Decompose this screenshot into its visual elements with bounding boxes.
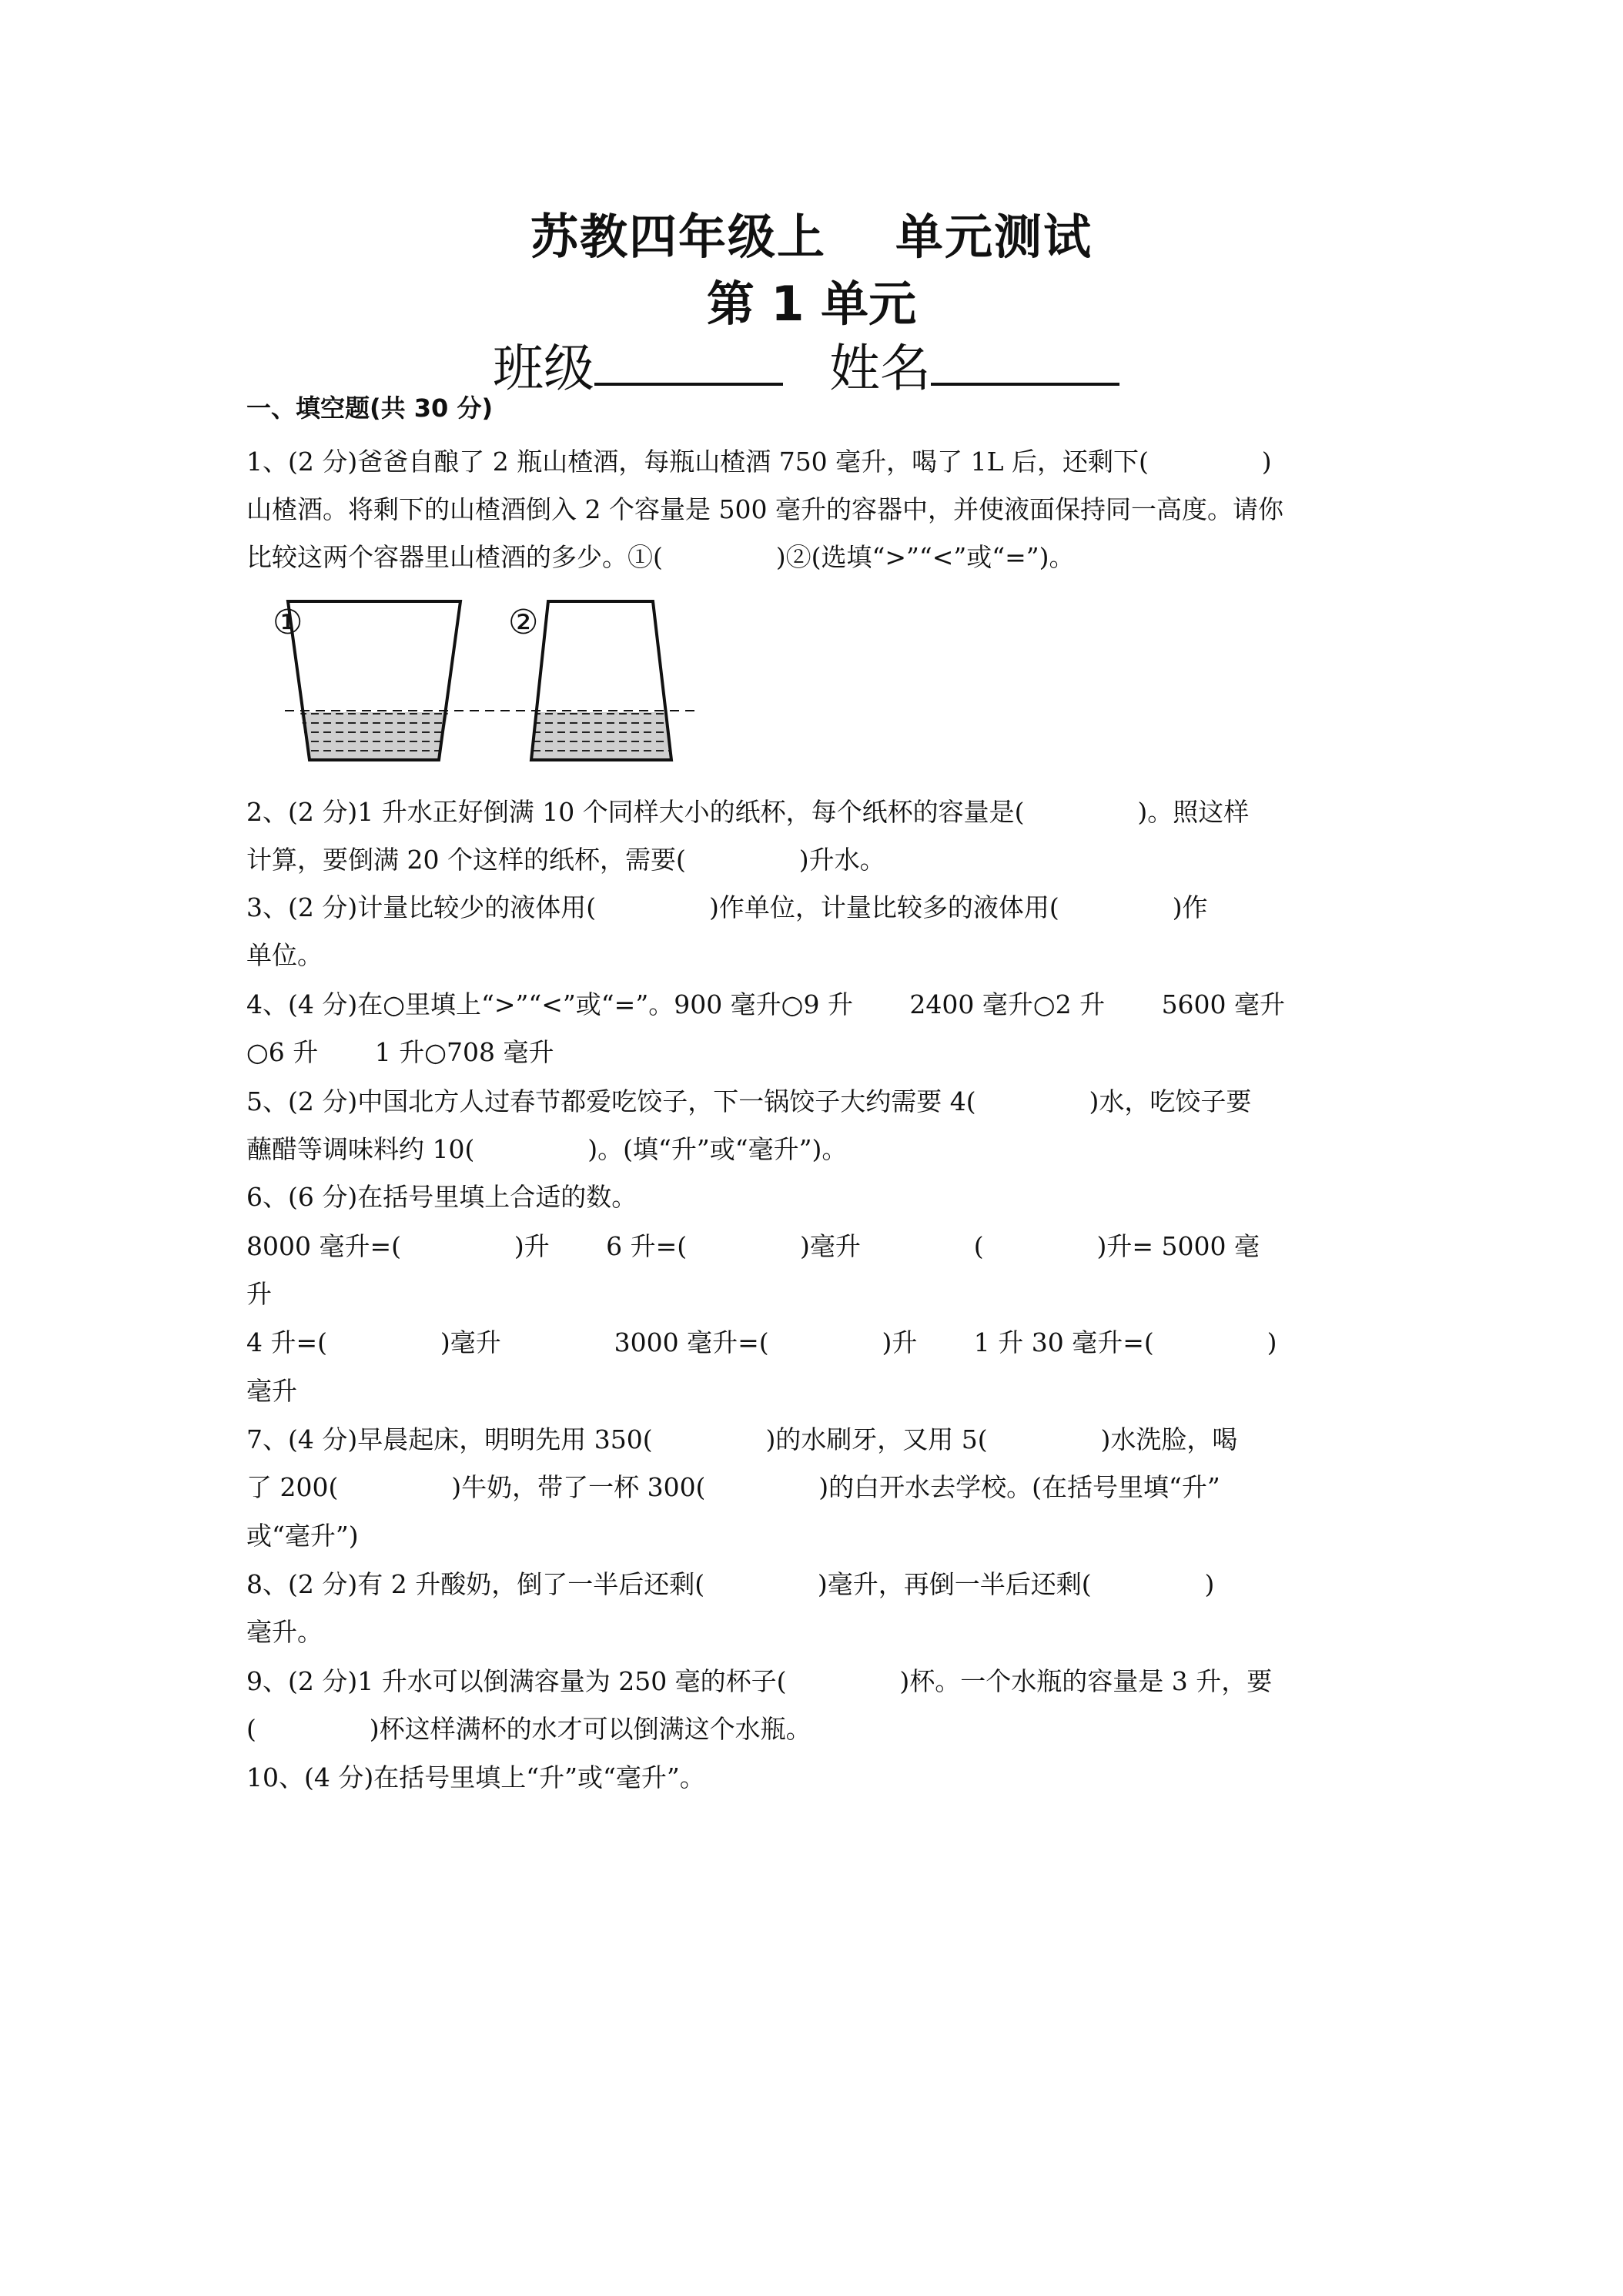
name-label: 姓名 [829, 339, 931, 398]
question-line: 山楂酒。将剩下的山楂酒倒入 2 个容量是 500 毫升的容器中，并使液面保持同一高度。请你 [246, 494, 1283, 524]
question-line: 4 升=( )毫升 3000 毫升=( )升 1 升 30 毫升=( ) [246, 1327, 1277, 1357]
question-line: 10、(4 分)在括号里填上“升”或“毫升”。 [246, 1762, 705, 1792]
question-line: 毫升 [246, 1376, 297, 1406]
question-line: 计算，要倒满 20 个这样的纸杯，需要( )升水。 [246, 845, 885, 875]
class-label: 班级 [493, 339, 594, 398]
question-line: 升 [246, 1279, 272, 1309]
figure-label-1: ① [273, 603, 303, 642]
question-line: 8000 毫升=( )升 6 升=( )毫升 ( )升= 5000 毫 [246, 1231, 1260, 1261]
question-line: 8、(2 分)有 2 升酸奶，倒了一半后还剩( )毫升，再倒一半后还剩( ) [246, 1569, 1215, 1599]
question-line: 了 200( )牛奶，带了一杯 300( )的白开水去学校。(在括号里填“升” [246, 1472, 1220, 1502]
question-line: 毫升。 [246, 1617, 323, 1647]
container-1 [288, 601, 460, 760]
question-line: 2、(2 分)1 升水正好倒满 10 个同样大小的纸杯，每个纸杯的容量是( )。照这样 [246, 797, 1250, 827]
student-info [493, 327, 1119, 400]
name-blank[interactable] [931, 336, 1119, 386]
question-line: 5、(2 分)中国北方人过春节都爱吃饺子，下一锅饺子大约需要 4( )水，吃饺子要 [246, 1086, 1252, 1116]
question-line: ( )杯这样满杯的水才可以倒满这个水瓶。 [246, 1714, 812, 1744]
question-line: 或“毫升”) [246, 1521, 359, 1551]
section-heading: 一、填空题(共 30 分) [246, 393, 494, 423]
question-line: 单位。 [246, 940, 323, 970]
page-title [0, 199, 1623, 267]
question-line: 9、(2 分)1 升水可以倒满容量为 250 毫的杯子( )杯。一个水瓶的容量是 3 升，要 [246, 1666, 1273, 1696]
title-test: 单元测试 [895, 209, 1093, 265]
container-figure [262, 589, 708, 782]
class-blank[interactable] [594, 336, 783, 386]
question-line: ○6 升 1 升○708 毫升 [246, 1037, 554, 1067]
question-line: 7、(4 分)早晨起床，明明先用 350( )的水刷牙，又用 5( )水洗脸，喝 [246, 1424, 1238, 1454]
figure-label-2: ② [508, 603, 539, 642]
title-grade: 苏教四年级上 [530, 209, 826, 265]
question-line: 1、(2 分)爸爸自酿了 2 瓶山楂酒，每瓶山楂酒 750 毫升，喝了 1L 后，还剩下( ) [246, 447, 1272, 477]
question-line: 3、(2 分)计量比较少的液体用( )作单位，计量比较多的液体用( )作 [246, 892, 1208, 922]
question-line: 4、(4 分)在○里填上“>”“<”或“=”。900 毫升○9 升 2400 毫升○2 升 5600 毫升 [246, 989, 1286, 1019]
question-line: 6、(6 分)在括号里填上合适的数。 [246, 1182, 637, 1212]
question-line: 比较这两个容器里山楂酒的多少。①( )②(选填“>”“<”或“=”)。 [246, 542, 1075, 572]
container-2 [531, 601, 671, 760]
question-line: 蘸醋等调味料约 10( )。(填“升”或“毫升”)。 [246, 1134, 848, 1164]
unit-title: 第 1 单元 [706, 276, 917, 332]
